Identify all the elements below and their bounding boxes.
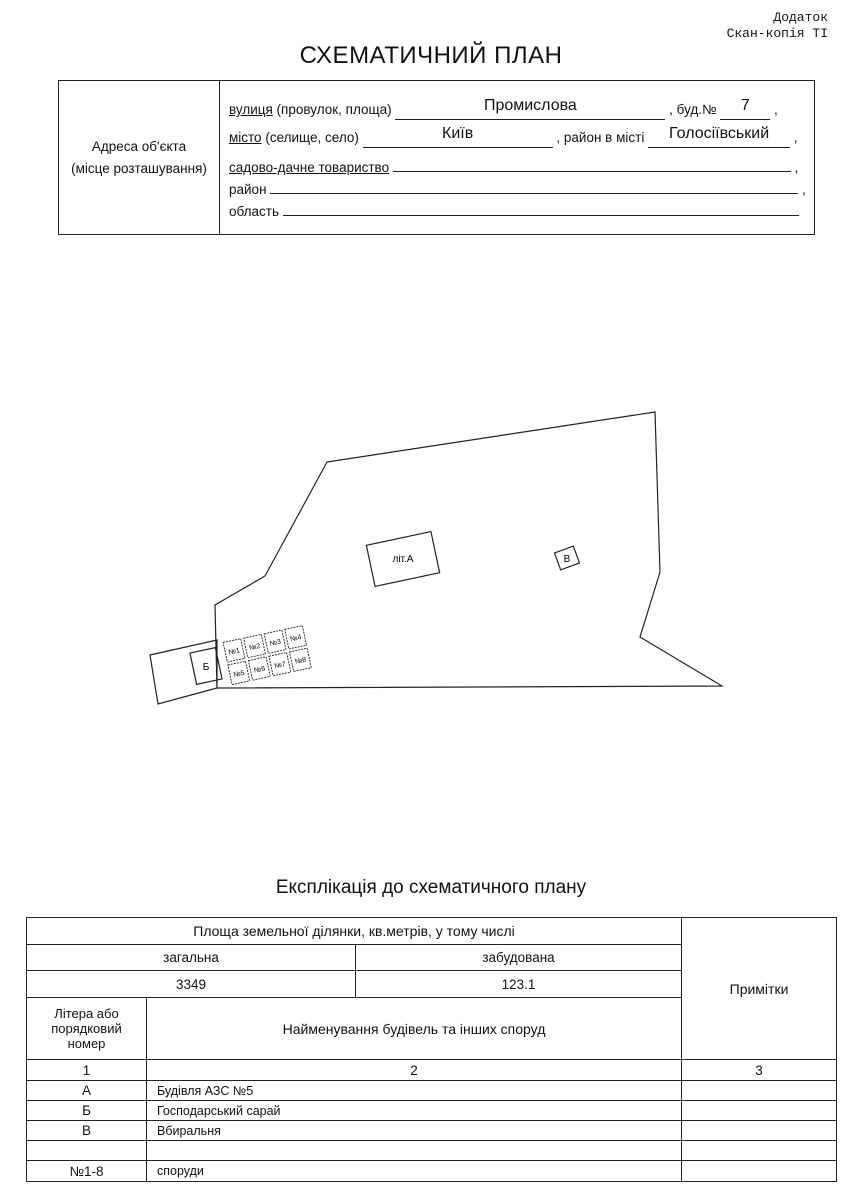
notes-header: Примітки [682,918,837,1060]
structure-5 [228,661,250,684]
city-value: Київ [442,125,474,142]
letter-header: Літера або порядковий номер [27,998,147,1060]
region-field[interactable] [270,177,798,194]
structure-4-label: №4 [289,634,303,644]
building-v [555,546,580,570]
address-label: Адреса об'єкта [91,138,187,154]
column-number-2: 2 [147,1060,682,1081]
appendix-note [727,10,828,42]
row-name: Вбиральня [147,1121,682,1141]
street-field[interactable] [395,97,665,120]
structure-1 [223,639,245,662]
row-id: В [27,1121,147,1141]
address-box [58,80,815,235]
structure-4 [285,626,307,649]
district-city-label: , район в місті [556,130,645,145]
city-label: місто [229,130,262,145]
row-name: Будівля АЗС №5 [147,1081,682,1101]
structure-3 [264,630,286,653]
region-line: район , [229,177,806,199]
name-header: Найменування будівель та інших споруд [147,998,682,1060]
row-note [682,1141,837,1161]
column-number-3: 3 [682,1060,837,1081]
oblast-label: область [229,204,279,219]
row-id: А [27,1081,147,1101]
street-label: вулиця [229,102,273,117]
building-value: 7 [740,97,750,114]
oblast-line [229,199,799,221]
city-suffix: (селище, село) [261,130,359,145]
column-number-1: 1 [27,1060,147,1081]
row-note [682,1161,837,1182]
building-field[interactable] [720,97,770,120]
structure-2 [244,634,266,657]
structure-3-label: №3 [269,638,282,648]
structure-8-label: №8 [294,656,308,666]
area-header: Площа земельної ділянки, кв.метрів, у тому числі [27,918,682,945]
table-row [27,1121,837,1141]
row-id: Б [27,1101,147,1121]
column-number-row [27,1060,837,1081]
street-suffix: (провулок, площа) [272,102,392,117]
row-note [682,1101,837,1121]
land-plot-boundary [215,412,722,688]
total-area-label: загальна [27,945,356,971]
structure-8 [290,648,312,671]
building-label: , буд.№ [669,102,717,117]
table-row [27,1081,837,1101]
explication-title: Експлікація до схематичного плану [275,877,587,898]
district-city-value: Голосіївський [669,125,770,142]
structure-6 [248,657,270,680]
city-field[interactable] [363,125,553,148]
site-plan [0,400,862,720]
structure-2-label: №2 [248,642,262,653]
table-row [27,1101,837,1121]
region-label: район [229,182,267,197]
district-city-field[interactable] [648,125,790,148]
address-label-cell [59,81,220,234]
row-name: споруди [147,1161,682,1182]
oblast-field[interactable] [283,199,799,216]
appendix-line-2: Скан-копія ТІ [726,26,828,41]
area-header-row [27,918,837,945]
built-area-label: забудована [356,945,682,971]
appendix-line-1: Додаток [773,10,828,25]
structure-7-label: №7 [273,661,287,671]
structures-group [223,626,311,685]
row-name: Господарський сарай [147,1101,682,1121]
row-note [682,1121,837,1141]
total-area-value: 3349 [27,971,356,998]
page-title: СХЕМАТИЧНИЙ ПЛАН [299,42,563,69]
building-v-label: В [563,554,571,565]
building-a [366,532,439,587]
row-id [27,1141,147,1161]
street-line: вулиця (провулок, площа) Промислова , буд.№ 7 , [229,99,778,121]
building-a-label: літ.А [392,554,414,565]
building-b-label: Б [202,662,210,673]
table-row [27,1161,837,1182]
garden-label: садово-дачне товариство [229,160,390,175]
explication-table [26,917,837,1182]
row-note [682,1081,837,1101]
city-line: місто (селище, село) Київ , район в місті Голосіївський , [229,127,798,149]
structure-6-label: №6 [253,665,266,675]
garden-line: садово-дачне товариство , [229,155,798,177]
structure-5-label: №5 [232,669,246,679]
built-area-value: 123.1 [356,971,682,998]
row-id: №1-8 [27,1161,147,1182]
row-name [147,1141,682,1161]
address-sublabel: (місце розташування) [71,160,207,176]
garden-field[interactable] [393,155,791,172]
structure-7 [269,653,291,676]
table-row [27,1141,837,1161]
structure-1-label: №1 [227,647,241,657]
street-value: Промислова [483,97,577,114]
